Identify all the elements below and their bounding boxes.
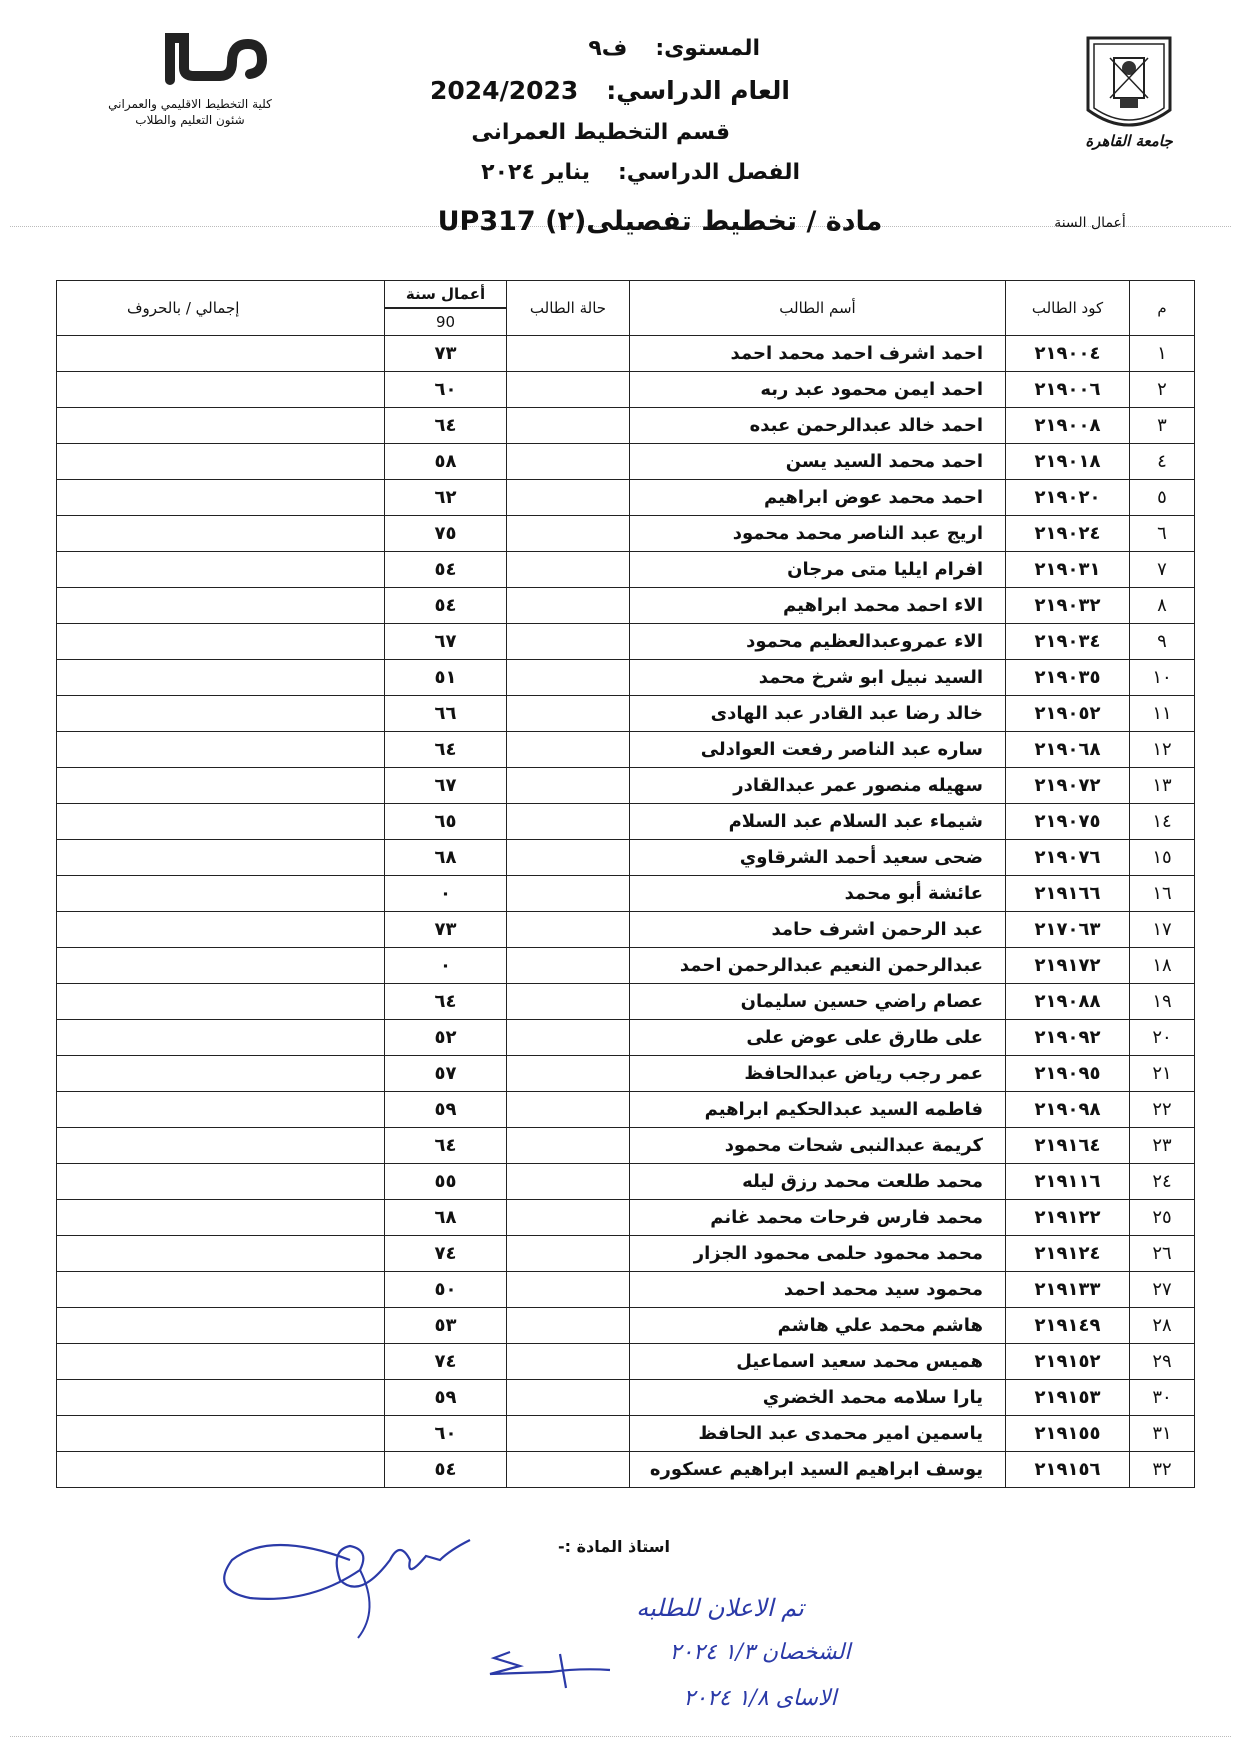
row-number: ١٨	[1130, 948, 1195, 984]
total-in-words	[57, 1308, 385, 1344]
student-status	[507, 1272, 630, 1308]
coursework-score: ٥٠	[385, 1272, 507, 1308]
total-in-words	[57, 804, 385, 840]
handwritten-line-2: الشخصان ١/٣ ٢٠٢٤	[669, 1640, 851, 1665]
table-row	[57, 1452, 1195, 1488]
student-name: هميس محمد سعيد اسماعيل	[630, 1344, 1006, 1380]
student-status	[507, 840, 630, 876]
coursework-score: ٥٤	[385, 552, 507, 588]
student-status	[507, 1236, 630, 1272]
grades-table	[56, 280, 1195, 1488]
student-code: ٢١٩٠٠٤	[1006, 336, 1130, 372]
table-row	[57, 480, 1195, 516]
table-row	[57, 984, 1195, 1020]
total-in-words	[57, 624, 385, 660]
row-number: ٢٢	[1130, 1092, 1195, 1128]
student-code: ٢١٩٠٠٨	[1006, 408, 1130, 444]
table-row	[57, 696, 1195, 732]
student-status	[507, 552, 630, 588]
total-in-words	[57, 732, 385, 768]
student-code: ٢١٩٠٥٢	[1006, 696, 1130, 732]
total-in-words	[57, 408, 385, 444]
student-status	[507, 1200, 630, 1236]
total-in-words	[57, 1056, 385, 1092]
student-code: ٢١٩١٥٥	[1006, 1416, 1130, 1452]
student-code: ٢١٩٠٧٥	[1006, 804, 1130, 840]
student-code: ٢١٩٠٣٤	[1006, 624, 1130, 660]
coursework-score: ٦٠	[385, 1416, 507, 1452]
header-score-label: أعمال سنة	[405, 285, 486, 303]
student-name: ساره عبد الناصر رفعت العوادلى	[630, 732, 1006, 768]
student-name: محمد محمود حلمى محمود الجزار	[630, 1236, 1006, 1272]
faculty-logo	[160, 30, 270, 88]
table-row	[57, 1128, 1195, 1164]
student-code: ٢١٩١٣٣	[1006, 1272, 1130, 1308]
year-label: العام الدراسي:	[606, 76, 790, 105]
total-in-words	[57, 1092, 385, 1128]
student-status	[507, 480, 630, 516]
header-score	[385, 281, 507, 309]
row-number: ٢٠	[1130, 1020, 1195, 1056]
student-status	[507, 660, 630, 696]
coursework-score: ٧٤	[385, 1236, 507, 1272]
student-status	[507, 372, 630, 408]
header-code: كود الطالب	[1006, 281, 1130, 336]
student-code: ٢١٩٠٢٤	[1006, 516, 1130, 552]
student-code: ٢١٩٠٩٨	[1006, 1092, 1130, 1128]
student-status	[507, 912, 630, 948]
student-status	[507, 516, 630, 552]
teacher-label: استاذ المادة :-	[557, 1537, 670, 1556]
student-code: ٢١٩٠٣١	[1006, 552, 1130, 588]
coursework-score: ٦٨	[385, 840, 507, 876]
total-in-words	[57, 948, 385, 984]
header-status: حالة الطالب	[507, 281, 630, 336]
student-status	[507, 984, 630, 1020]
university-logo-text: جامعة القاهرة	[1085, 132, 1173, 150]
coursework-score: ٧٤	[385, 1344, 507, 1380]
table-row	[57, 1200, 1195, 1236]
total-in-words	[57, 1344, 385, 1380]
row-number: ١٢	[1130, 732, 1195, 768]
student-name: عصام راضي حسين سليمان	[630, 984, 1006, 1020]
table-row	[57, 588, 1195, 624]
table-row	[57, 660, 1195, 696]
total-in-words	[57, 372, 385, 408]
student-code: ٢١٩٠٢٠	[1006, 480, 1130, 516]
handwritten-line-1: تم الاعلان للطلبه	[636, 1594, 804, 1622]
student-status	[507, 876, 630, 912]
coursework-score: ٠	[385, 876, 507, 912]
coursework-score: ٧٣	[385, 336, 507, 372]
table-row	[57, 1164, 1195, 1200]
student-status	[507, 948, 630, 984]
row-number: ٣١	[1130, 1416, 1195, 1452]
row-number: ٣٢	[1130, 1452, 1195, 1488]
table-row	[57, 552, 1195, 588]
row-number: ٤	[1130, 444, 1195, 480]
student-name: احمد اشرف احمد محمد احمد	[630, 336, 1006, 372]
student-code: ٢١٩٠٣٢	[1006, 588, 1130, 624]
faculty-caption	[70, 96, 310, 128]
row-number: ١٥	[1130, 840, 1195, 876]
student-code: ٢١٩٠٨٨	[1006, 984, 1130, 1020]
table-row	[57, 1056, 1195, 1092]
student-status	[507, 696, 630, 732]
table-row	[57, 1020, 1195, 1056]
table-row	[57, 732, 1195, 768]
total-in-words	[57, 516, 385, 552]
row-number: ٢١	[1130, 1056, 1195, 1092]
row-number: ٥	[1130, 480, 1195, 516]
table-header-row	[57, 281, 1195, 309]
row-number: ٢٥	[1130, 1200, 1195, 1236]
total-in-words	[57, 912, 385, 948]
total-in-words	[57, 876, 385, 912]
coursework-score: ٥٢	[385, 1020, 507, 1056]
coursework-score: ٦٢	[385, 480, 507, 516]
student-status	[507, 408, 630, 444]
student-name: احمد محمد عوض ابراهيم	[630, 480, 1006, 516]
student-status	[507, 1344, 630, 1380]
student-code: ٢١٩١٦٦	[1006, 876, 1130, 912]
department-title: قسم التخطيط العمرانى	[471, 120, 730, 145]
coursework-score: ٥٤	[385, 1452, 507, 1488]
student-code: ٢١٩٠٧٦	[1006, 840, 1130, 876]
student-name: ضحى سعيد أحمد الشرقاوي	[630, 840, 1006, 876]
coursework-score: ٦٦	[385, 696, 507, 732]
year-value: 2024/2023	[429, 76, 579, 105]
handwritten-note	[480, 1580, 920, 1730]
student-code: ٢١٩١٤٩	[1006, 1308, 1130, 1344]
total-in-words	[57, 840, 385, 876]
footer-divider	[10, 1736, 1231, 1737]
total-in-words	[57, 1164, 385, 1200]
row-number: ١٦	[1130, 876, 1195, 912]
row-number: ٢٤	[1130, 1164, 1195, 1200]
student-code: ٢١٧٠٦٣	[1006, 912, 1130, 948]
university-logo	[1080, 28, 1178, 152]
student-code: ٢١٩٠٧٢	[1006, 768, 1130, 804]
student-code: ٢١٩١٥٢	[1006, 1344, 1130, 1380]
table-body	[57, 336, 1195, 1488]
header-total: إجمالي / بالحروف	[57, 281, 385, 336]
student-status	[507, 336, 630, 372]
total-in-words	[57, 696, 385, 732]
coursework-score: ٦٨	[385, 1200, 507, 1236]
row-number: ٩	[1130, 624, 1195, 660]
student-name: عبدالرحمن النعيم عبدالرحمن احمد	[630, 948, 1006, 984]
total-in-words	[57, 1236, 385, 1272]
student-name: احمد ايمن محمود عبد ربه	[630, 372, 1006, 408]
student-name: خالد رضا عبد القادر عبد الهادى	[630, 696, 1006, 732]
student-name: الاء احمد محمد ابراهيم	[630, 588, 1006, 624]
table-row	[57, 1308, 1195, 1344]
row-number: ٧	[1130, 552, 1195, 588]
student-code: ٢١٩٠٣٥	[1006, 660, 1130, 696]
teacher-signature	[210, 1520, 480, 1640]
row-number: ١١	[1130, 696, 1195, 732]
handwritten-line-3: الاساى ١/٨ ٢٠٢٤	[683, 1686, 837, 1711]
row-number: ٢٨	[1130, 1308, 1195, 1344]
student-name: محمود سيد محمد احمد	[630, 1272, 1006, 1308]
coursework-score: ٥٥	[385, 1164, 507, 1200]
row-number: ٢٣	[1130, 1128, 1195, 1164]
table-row	[57, 408, 1195, 444]
row-number: ٢٧	[1130, 1272, 1195, 1308]
faculty-name: كلية التخطيط الاقليمي والعمراني	[108, 97, 272, 111]
student-status	[507, 1308, 630, 1344]
level-line	[560, 36, 760, 61]
row-number: ١٠	[1130, 660, 1195, 696]
student-name: احمد محمد السيد يسن	[630, 444, 1006, 480]
student-code: ٢١٩٠١٨	[1006, 444, 1130, 480]
total-in-words	[57, 1272, 385, 1308]
total-in-words	[57, 660, 385, 696]
total-in-words	[57, 552, 385, 588]
student-status	[507, 1092, 630, 1128]
semester-line	[430, 160, 800, 185]
table-row	[57, 1272, 1195, 1308]
student-name: اريج عبد الناصر محمد محمود	[630, 516, 1006, 552]
level-label: المستوى:	[655, 36, 760, 61]
student-code: ٢١٩١٦٤	[1006, 1128, 1130, 1164]
table-row	[57, 444, 1195, 480]
total-in-words	[57, 444, 385, 480]
row-number: ١٤	[1130, 804, 1195, 840]
student-code: ٢١٩٠٩٢	[1006, 1020, 1130, 1056]
row-number: ١٧	[1130, 912, 1195, 948]
row-number: ٣	[1130, 408, 1195, 444]
student-status	[507, 1380, 630, 1416]
student-status	[507, 1416, 630, 1452]
coursework-score: ٥٩	[385, 1380, 507, 1416]
coursework-score: ٧٣	[385, 912, 507, 948]
header-m: م	[1130, 281, 1195, 336]
student-code: ٢١٩٠٩٥	[1006, 1056, 1130, 1092]
student-name: ياسمين امير محمدى عبد الحافظ	[630, 1416, 1006, 1452]
student-name: افرام ايليا متى مرجان	[630, 552, 1006, 588]
header-score-max: 90	[385, 308, 507, 336]
semester-value: يناير ٢٠٢٤	[481, 160, 590, 185]
coursework-score: ٦٥	[385, 804, 507, 840]
total-in-words	[57, 1416, 385, 1452]
coursework-score: ٥٣	[385, 1308, 507, 1344]
table-row	[57, 912, 1195, 948]
student-status	[507, 1020, 630, 1056]
student-name: شيماء عبد السلام عبد السلام	[630, 804, 1006, 840]
row-number: ١٩	[1130, 984, 1195, 1020]
row-number: ٢٩	[1130, 1344, 1195, 1380]
student-name: عائشة أبو محمد	[630, 876, 1006, 912]
total-in-words	[57, 588, 385, 624]
student-name: الاء عمروعبدالعظيم محمود	[630, 624, 1006, 660]
coursework-score: ٦٧	[385, 624, 507, 660]
total-in-words	[57, 984, 385, 1020]
coursework-score: ٥١	[385, 660, 507, 696]
side-label: أعمال السنة	[1054, 215, 1126, 231]
student-code: ٢١٩٠٠٦	[1006, 372, 1130, 408]
student-name: فاطمه السيد عبدالحكيم ابراهيم	[630, 1092, 1006, 1128]
row-number: ٣٠	[1130, 1380, 1195, 1416]
total-in-words	[57, 1200, 385, 1236]
table-row	[57, 804, 1195, 840]
table-row	[57, 1236, 1195, 1272]
year-line	[410, 76, 790, 105]
student-code: ٢١٩١٥٣	[1006, 1380, 1130, 1416]
coursework-score: ٥٩	[385, 1092, 507, 1128]
student-code: ٢١٩١٢٤	[1006, 1236, 1130, 1272]
student-status	[507, 768, 630, 804]
student-code: ٢١٩١٥٦	[1006, 1452, 1130, 1488]
table-row	[57, 840, 1195, 876]
coursework-score: ٥٤	[385, 588, 507, 624]
table-row	[57, 336, 1195, 372]
student-status	[507, 732, 630, 768]
row-number: ١	[1130, 336, 1195, 372]
student-name: على طارق على عوض على	[630, 1020, 1006, 1056]
coursework-score: ٦٧	[385, 768, 507, 804]
row-number: ١٣	[1130, 768, 1195, 804]
student-code: ٢١٩١٧٢	[1006, 948, 1130, 984]
table-row	[57, 876, 1195, 912]
table-row	[57, 768, 1195, 804]
student-code: ٢١٩١٢٢	[1006, 1200, 1130, 1236]
student-name: يوسف ابراهيم السيد ابراهيم عسكوره	[630, 1452, 1006, 1488]
table-row	[57, 948, 1195, 984]
coursework-score: ٥٧	[385, 1056, 507, 1092]
student-status	[507, 1452, 630, 1488]
table-row	[57, 1344, 1195, 1380]
table-row	[57, 516, 1195, 552]
coursework-score: ٠	[385, 948, 507, 984]
student-name: محمد طلعت محمد رزق ليله	[630, 1164, 1006, 1200]
table-row	[57, 1416, 1195, 1452]
coursework-score: ٦٤	[385, 1128, 507, 1164]
level-value: ف٩	[588, 36, 628, 61]
student-name: عبد الرحمن اشرف حامد	[630, 912, 1006, 948]
row-number: ٢٦	[1130, 1236, 1195, 1272]
table-row	[57, 1380, 1195, 1416]
coursework-score: ٧٥	[385, 516, 507, 552]
student-status	[507, 1164, 630, 1200]
row-number: ٢	[1130, 372, 1195, 408]
student-status	[507, 1056, 630, 1092]
student-name: كريمة عبدالنبى شحات محمود	[630, 1128, 1006, 1164]
coursework-score: ٦٠	[385, 372, 507, 408]
total-in-words	[57, 1128, 385, 1164]
student-code: ٢١٩١١٦	[1006, 1164, 1130, 1200]
student-status	[507, 588, 630, 624]
table-row	[57, 624, 1195, 660]
student-name: احمد خالد عبدالرحمن عبده	[630, 408, 1006, 444]
faculty-office: شئون التعليم والطلاب	[135, 113, 245, 127]
table-row	[57, 1092, 1195, 1128]
student-name: محمد فارس فرحات محمد غانم	[630, 1200, 1006, 1236]
coursework-score: ٦٤	[385, 408, 507, 444]
row-number: ٦	[1130, 516, 1195, 552]
student-name: السيد نبيل ابو شرخ محمد	[630, 660, 1006, 696]
student-code: ٢١٩٠٦٨	[1006, 732, 1130, 768]
student-status	[507, 444, 630, 480]
coursework-score: ٥٨	[385, 444, 507, 480]
student-status	[507, 1128, 630, 1164]
coursework-score: ٦٤	[385, 984, 507, 1020]
total-in-words	[57, 480, 385, 516]
semester-label: الفصل الدراسي:	[617, 160, 800, 185]
total-in-words	[57, 1020, 385, 1056]
student-name: عمر رجب رياض عبدالحافظ	[630, 1056, 1006, 1092]
student-status	[507, 624, 630, 660]
student-status	[507, 804, 630, 840]
header-name: أسم الطالب	[630, 281, 1006, 336]
total-in-words	[57, 1380, 385, 1416]
student-name: هاشم محمد علي هاشم	[630, 1308, 1006, 1344]
initials-mark	[480, 1640, 640, 1700]
total-in-words	[57, 1452, 385, 1488]
table-row	[57, 372, 1195, 408]
row-number: ٨	[1130, 588, 1195, 624]
student-name: سهيله منصور عمر عبدالقادر	[630, 768, 1006, 804]
total-in-words	[57, 336, 385, 372]
student-name: يارا سلامه محمد الخضري	[630, 1380, 1006, 1416]
subject-title: مادة / تخطيط تفصيلى(٢) UP317	[437, 206, 883, 237]
coursework-score: ٦٤	[385, 732, 507, 768]
total-in-words	[57, 768, 385, 804]
